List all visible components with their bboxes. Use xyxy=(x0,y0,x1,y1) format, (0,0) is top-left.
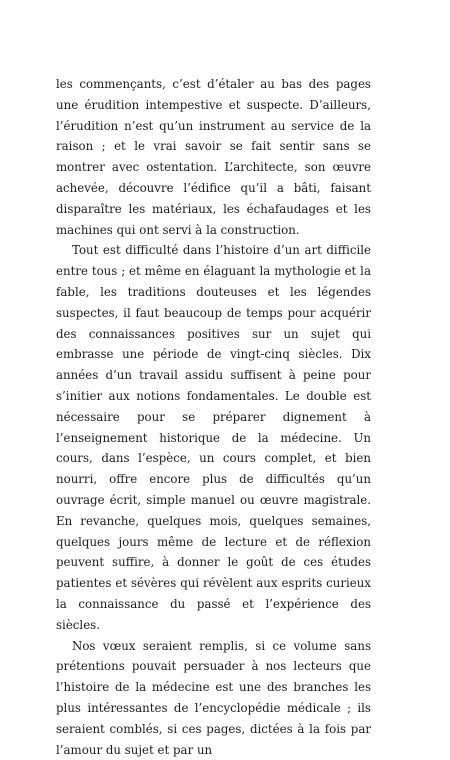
body-text xyxy=(56,74,371,760)
paragraph-2: Tout est difficulté dans l’histoire d’un art difficile entre tous ; et même en élaguant la mythologie et la fable, les traditions douteuses et les légendes suspectes, il faut beaucoup de temps pour acquérir des connaissances positives sur un sujet qui embrasse une période de vingt-cinq siècles. Dix années d’un travail assidu suffisent à peine pour s’initier aux notions fondamentales. Le double est nécessaire pour se préparer dignement à l’enseignement historique de la médecine. Un cours, dans l’espèce, un cours complet, et bien nourri, offre encore plus de difficultés qu’un ouvrage écrit, simple manuel ou œuvre magistrale. En revanche, quelques mois, quelques semaines, quelques jours même de lecture et de réflexion peuvent suffire, à donner le goût de ces études patientes et sévères qui révèlent aux esprits curieux la connaissance du passé et l’expérience des siècles. xyxy=(56,243,371,632)
paragraph-1: les commençants, c’est d’étaler au bas des pages une érudition intempestive et suspecte. D’ailleurs, l’érudition n’est qu’un instrument au service de la raison ; et le vrai savoir se fait sentir sans se montrer avec ostentation. L’architecte, son œuvre achevée, découvre l’édifice qu’il a bâti, faisant disparaître les matériaux, les échafaudages et les machines qui ont servi à la construction. xyxy=(56,77,371,237)
paragraph-3: Nos vœux seraient remplis, si ce volume sans prétentions pouvait persuader à nos lecteurs que l’histoire de la médecine est une des branches les plus intéressantes de l’encyclopédie médicale ; ils seraient comblés, si ces pages, dictées à la fois par l’amour du sujet et par un xyxy=(56,638,371,757)
